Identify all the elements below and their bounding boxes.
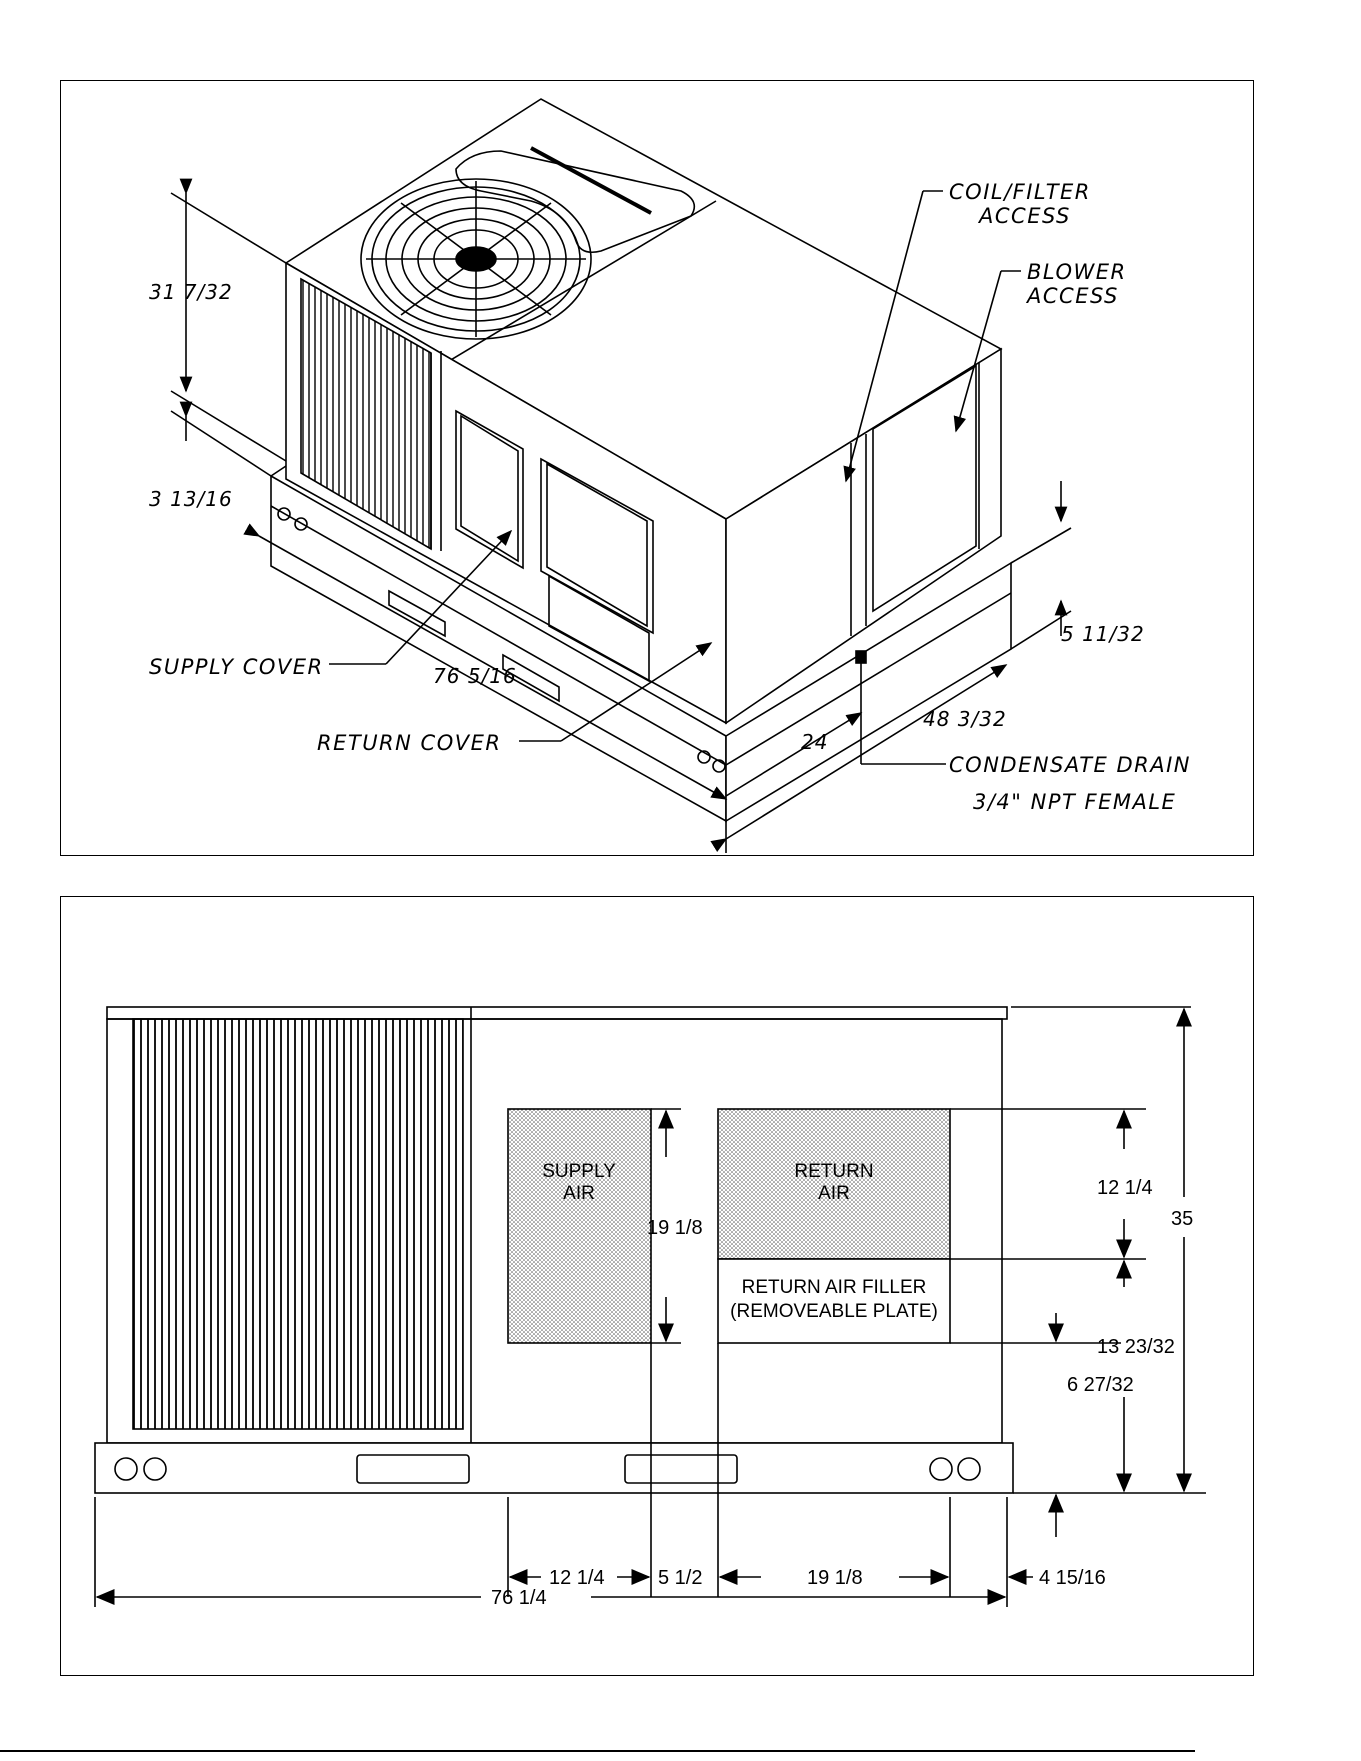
- condensate-drain-label: CONDENSATE DRAIN: [949, 753, 1192, 777]
- dim-length: 76 5/16: [433, 664, 517, 688]
- dim-right-offset: 4 15/16: [1039, 1567, 1106, 1589]
- coil-filter-access-label: COIL/FILTER: [949, 180, 1091, 204]
- dim-gap: 5 1/2: [658, 1567, 703, 1589]
- return-air-filler-label: RETURN AIR FILLER: [741, 1277, 927, 1298]
- dim-return-height: 12 1/4: [1097, 1177, 1153, 1199]
- blower-access-label-2: ACCESS: [1027, 284, 1119, 308]
- dim-overall-height: 35: [1171, 1208, 1194, 1230]
- return-air-filler-label-2: (REMOVEABLE PLATE): [730, 1301, 938, 1322]
- front-view-panel: [60, 896, 1254, 1676]
- return-air-label-2: AIR: [818, 1183, 850, 1204]
- supply-air-label: SUPPLY: [542, 1161, 616, 1182]
- dim-supply-height: 19 1/8: [647, 1217, 703, 1239]
- blower-access-label: BLOWER: [1027, 260, 1127, 284]
- top-rail: [107, 1007, 1007, 1019]
- dim-drain-height: 5 11/32: [1061, 622, 1145, 646]
- dim-supply-width: 12 1/4: [549, 1567, 605, 1589]
- dim-return-width: 19 1/8: [807, 1567, 863, 1589]
- dim-drain-offset: 24: [801, 730, 829, 754]
- supply-air-opening: [508, 1109, 651, 1343]
- isometric-view-panel: [60, 80, 1254, 856]
- dim-filler-to-base: 13 23/32: [1097, 1336, 1175, 1358]
- supply-cover-label: SUPPLY COVER: [149, 655, 324, 679]
- condensate-drain-label-2: 3/4" NPT FEMALE: [973, 790, 1177, 814]
- supply-air-label-2: AIR: [563, 1183, 595, 1204]
- dim-cabinet-height: 31 7/32: [149, 280, 233, 304]
- footer-rule: [0, 1750, 1195, 1752]
- dim-width: 48 3/32: [923, 707, 1007, 731]
- condenser-coil: [133, 1019, 463, 1429]
- coil-filter-access-label-2: ACCESS: [979, 204, 1071, 228]
- dim-base-height: 6 27/32: [1067, 1374, 1134, 1396]
- isometric-drawing: [61, 81, 1255, 857]
- front-elevation-drawing: [61, 897, 1255, 1677]
- return-air-label: RETURN: [794, 1161, 874, 1182]
- dim-base-rail-height: 3 13/16: [149, 487, 233, 511]
- base-rail: [95, 1443, 1013, 1493]
- dim-overall-length: 76 1/4: [491, 1587, 547, 1609]
- return-cover-label: RETURN COVER: [317, 731, 502, 755]
